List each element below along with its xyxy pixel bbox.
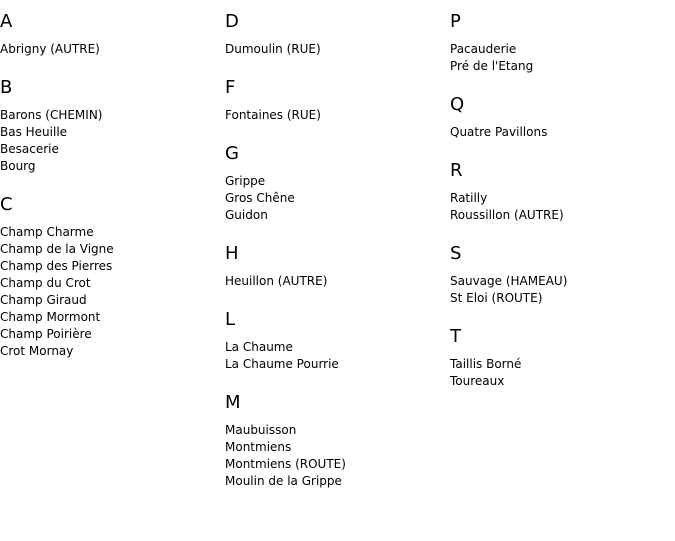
street-link[interactable]: Champ des Pierres bbox=[0, 259, 113, 273]
street-list bbox=[0, 224, 220, 360]
letter-heading: Q bbox=[450, 94, 465, 115]
street-link[interactable]: Taillis Borné bbox=[450, 357, 522, 371]
street-link[interactable]: Sauvage (HAMEAU) bbox=[450, 274, 568, 288]
street-link[interactable]: Besacerie bbox=[0, 142, 59, 156]
street-list bbox=[450, 356, 670, 390]
street-link[interactable]: Heuillon (AUTRE) bbox=[225, 274, 328, 288]
letter-heading: D bbox=[225, 11, 239, 32]
street-link[interactable]: Ratilly bbox=[450, 191, 488, 205]
street-link[interactable]: Grippe bbox=[225, 174, 266, 188]
letter-group-h bbox=[225, 243, 445, 290]
street-list bbox=[0, 41, 220, 58]
street-list bbox=[450, 124, 670, 141]
letter-group-t bbox=[450, 326, 670, 390]
street-list bbox=[225, 41, 445, 58]
street-list bbox=[225, 273, 445, 290]
letter-group-f bbox=[225, 77, 445, 124]
letter-group-b bbox=[0, 77, 220, 175]
letter-heading: C bbox=[0, 194, 13, 215]
street-link[interactable]: Moulin de la Grippe bbox=[225, 474, 342, 488]
street-link[interactable]: Montmiens (ROUTE) bbox=[225, 457, 346, 471]
letter-heading: S bbox=[450, 243, 462, 264]
letter-heading: L bbox=[225, 309, 236, 330]
street-list bbox=[450, 273, 670, 307]
letter-group-q bbox=[450, 94, 670, 141]
street-link[interactable]: Champ Poirière bbox=[0, 327, 92, 341]
street-link[interactable]: Bas Heuille bbox=[0, 125, 68, 139]
letter-group-s bbox=[450, 243, 670, 307]
street-link[interactable]: Roussillon (AUTRE) bbox=[450, 208, 564, 222]
street-list bbox=[225, 422, 445, 490]
street-link[interactable]: Dumoulin (RUE) bbox=[225, 42, 321, 56]
street-link[interactable]: Quatre Pavillons bbox=[450, 125, 548, 139]
letter-group-g bbox=[225, 143, 445, 224]
street-link[interactable]: La Chaume Pourrie bbox=[225, 357, 339, 371]
letter-heading: P bbox=[450, 11, 461, 32]
street-list bbox=[225, 339, 445, 373]
street-link[interactable]: Champ Giraud bbox=[0, 293, 87, 307]
letter-heading: H bbox=[225, 243, 239, 264]
street-link[interactable]: Guidon bbox=[225, 208, 268, 222]
street-link[interactable]: Barons (CHEMIN) bbox=[0, 108, 103, 122]
street-list bbox=[225, 173, 445, 224]
street-link[interactable]: La Chaume bbox=[225, 340, 293, 354]
street-link[interactable]: Fontaines (RUE) bbox=[225, 108, 321, 122]
index-column bbox=[225, 11, 445, 509]
letter-heading: R bbox=[450, 160, 463, 181]
street-link[interactable]: Champ Mormont bbox=[0, 310, 101, 324]
letter-group-r bbox=[450, 160, 670, 224]
street-link[interactable]: Abrigny (AUTRE) bbox=[0, 42, 100, 56]
street-link[interactable]: Maubuisson bbox=[225, 423, 297, 437]
letter-heading: B bbox=[0, 77, 13, 98]
letter-group-d bbox=[225, 11, 445, 58]
street-list bbox=[0, 107, 220, 175]
street-link[interactable]: St Eloi (ROUTE) bbox=[450, 291, 543, 305]
street-link[interactable]: Pacauderie bbox=[450, 42, 517, 56]
index-column bbox=[0, 11, 220, 379]
street-link[interactable]: Champ du Crot bbox=[0, 276, 91, 290]
street-link[interactable]: Toureaux bbox=[450, 374, 505, 388]
letter-heading: A bbox=[0, 11, 13, 32]
letter-heading: F bbox=[225, 77, 236, 98]
street-list bbox=[225, 107, 445, 124]
street-link[interactable]: Montmiens bbox=[225, 440, 292, 454]
letter-group-p bbox=[450, 11, 670, 75]
letter-heading: G bbox=[225, 143, 239, 164]
letter-heading: T bbox=[450, 326, 461, 347]
letter-group-l bbox=[225, 309, 445, 373]
street-link[interactable]: Pré de l'Etang bbox=[450, 59, 534, 73]
letter-group-c bbox=[0, 194, 220, 360]
street-list bbox=[450, 41, 670, 75]
street-link[interactable]: Crot Mornay bbox=[0, 344, 74, 358]
street-list bbox=[450, 190, 670, 224]
street-link[interactable]: Champ de la Vigne bbox=[0, 242, 114, 256]
street-link[interactable]: Champ Charme bbox=[0, 225, 94, 239]
street-link[interactable]: Bourg bbox=[0, 159, 36, 173]
index-column bbox=[450, 11, 670, 409]
street-link[interactable]: Gros Chêne bbox=[225, 191, 295, 205]
letter-group-a bbox=[0, 11, 220, 58]
letter-heading: M bbox=[225, 392, 241, 413]
letter-group-m bbox=[225, 392, 445, 490]
